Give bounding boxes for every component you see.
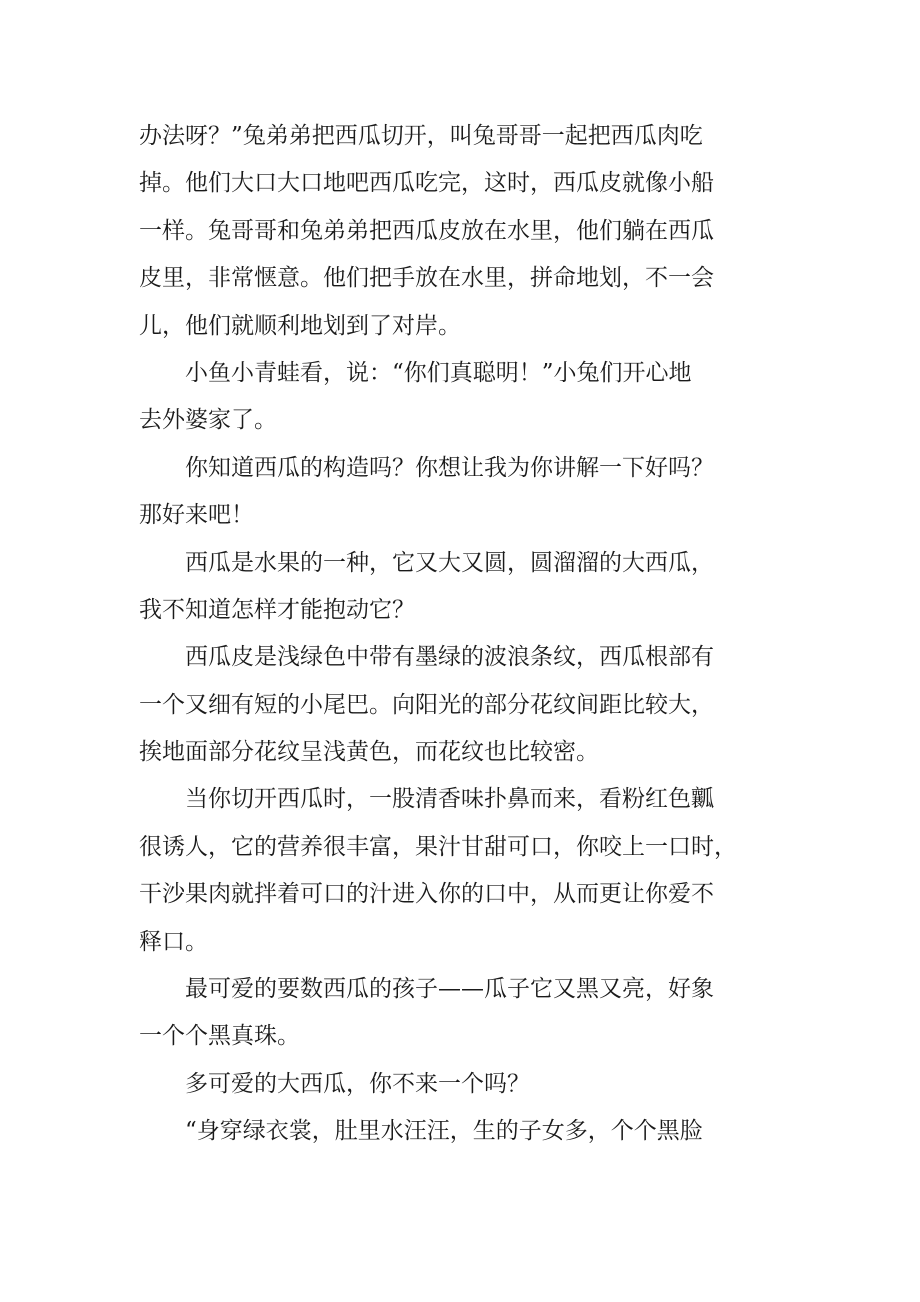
text-line: 儿，他们就顺利地划到了对岸。 — [139, 312, 461, 339]
text-line: 西瓜皮是浅绿色中带有墨绿的波浪条纹，西瓜根部有 — [139, 644, 714, 671]
text-line: 掉。他们大口大口地吧西瓜吃完，这时，西瓜皮就像小船 — [139, 170, 714, 197]
text-line: 一个又细有短的小尾巴。向阳光的部分花纹间距比较大， — [139, 691, 714, 718]
text-line: 小鱼小青蛙看，说：“你们真聪明！”小兔们开心地 — [139, 359, 692, 386]
text-line: 多可爱的大西瓜，你不来一个吗？ — [139, 1070, 530, 1097]
text-line: 一个个黑真珠。 — [139, 1023, 300, 1050]
text-line: 皮里，非常惬意。他们把手放在水里，拼命地划，不一会 — [139, 265, 714, 292]
text-line: 你知道西瓜的构造吗？你想让我为你讲解一下好吗？ — [139, 454, 714, 481]
body-text — [139, 113, 779, 1156]
text-line: 最可爱的要数西瓜的孩子——瓜子它又黑又亮，好象 — [139, 976, 714, 1003]
text-line: 一样。兔哥哥和兔弟弟把西瓜皮放在水里，他们躺在西瓜 — [139, 217, 714, 244]
text-line: 办法呀？”兔弟弟把西瓜切开，叫兔哥哥一起把西瓜肉吃 — [139, 123, 703, 149]
text-line: 释口。 — [139, 928, 208, 955]
text-line: 我不知道怎样才能抱动它？ — [139, 596, 415, 623]
text-line: 很诱人，它的营养很丰富，果汁甘甜可口，你咬上一口时， — [139, 833, 737, 860]
text-line: 干沙果肉就拌着可口的汁进入你的口中，从而更让你爱不 — [139, 881, 714, 908]
text-line: 西瓜是水果的一种，它又大又圆，圆溜溜的大西瓜， — [139, 549, 714, 576]
text-line: “身穿绿衣裳，肚里水汪汪，生的子女多，个个黑脸 — [139, 1118, 703, 1145]
text-line: 当你切开西瓜时，一股清香味扑鼻而来，看粉红色瓤 — [139, 786, 714, 813]
text-line: 那好来吧！ — [139, 502, 254, 529]
text-line: 挨地面部分花纹呈浅黄色，而花纹也比较密。 — [139, 739, 599, 766]
text-line: 去外婆家了。 — [139, 407, 277, 434]
